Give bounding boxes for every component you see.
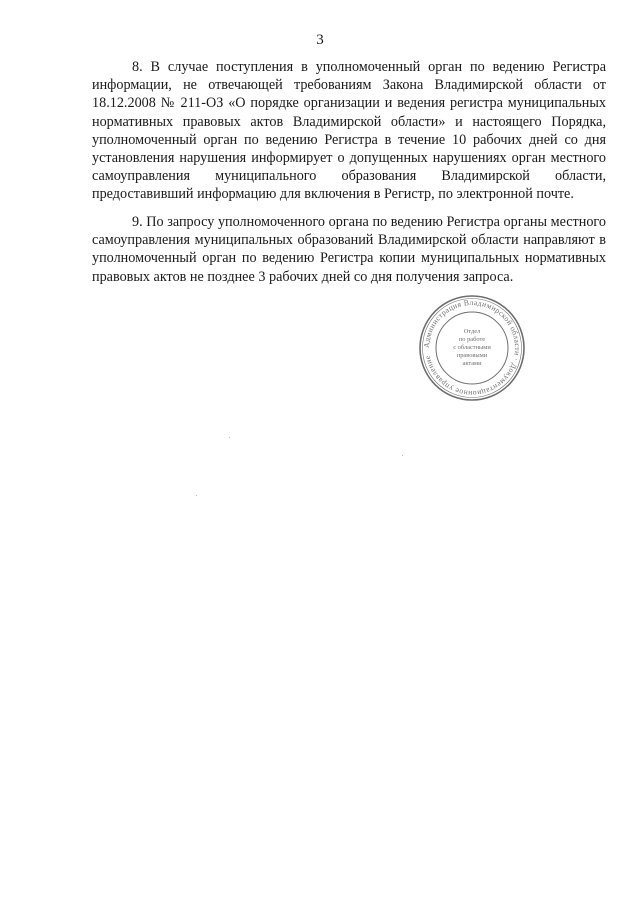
- scan-speck: [229, 437, 230, 438]
- paragraph-8: 8. В случае поступления в уполномоченный орган по ведению Регистра информации, не отвечающей требованиям Закона Владимирской области от 18.12.2008 № 211-ОЗ «О порядке организации и ведения регистра муниципальных нормативных правовых актов Владимирской области» и настоящего Порядка, уполномоченный орган по ведению Регистра в течение 10 рабочих дней со дня установления нарушения информирует о допущенных нарушениях орган местного самоуправления муниципального образования Владимирской области, предоставивший информацию для включения в Регистр, по электронной почте.: [92, 59, 606, 203]
- stamp-line-5: актами: [462, 360, 482, 367]
- stamp-line-3: с областными: [453, 344, 491, 351]
- page-number: 3: [316, 32, 324, 48]
- scan-speck: [196, 495, 197, 496]
- official-stamp: [418, 294, 526, 402]
- scan-speck: [402, 455, 403, 456]
- stamp-line-4: правовыми: [456, 352, 488, 359]
- stamp-outer-text: Администрация Владимирской области · Документационное управление: [421, 297, 523, 399]
- stamp-line-1: Отдел: [463, 328, 481, 335]
- paragraph-9: 9. По запросу уполномоченного органа по ведению Регистра органы местного самоуправления муниципальных образований Владимирской области направляют в уполномоченный орган по ведению Регистра копии муниципальных нормативных правовых актов не позднее 3 рабочих дней со дня получения запроса.: [92, 214, 606, 285]
- stamp-line-2: по работе: [458, 336, 486, 343]
